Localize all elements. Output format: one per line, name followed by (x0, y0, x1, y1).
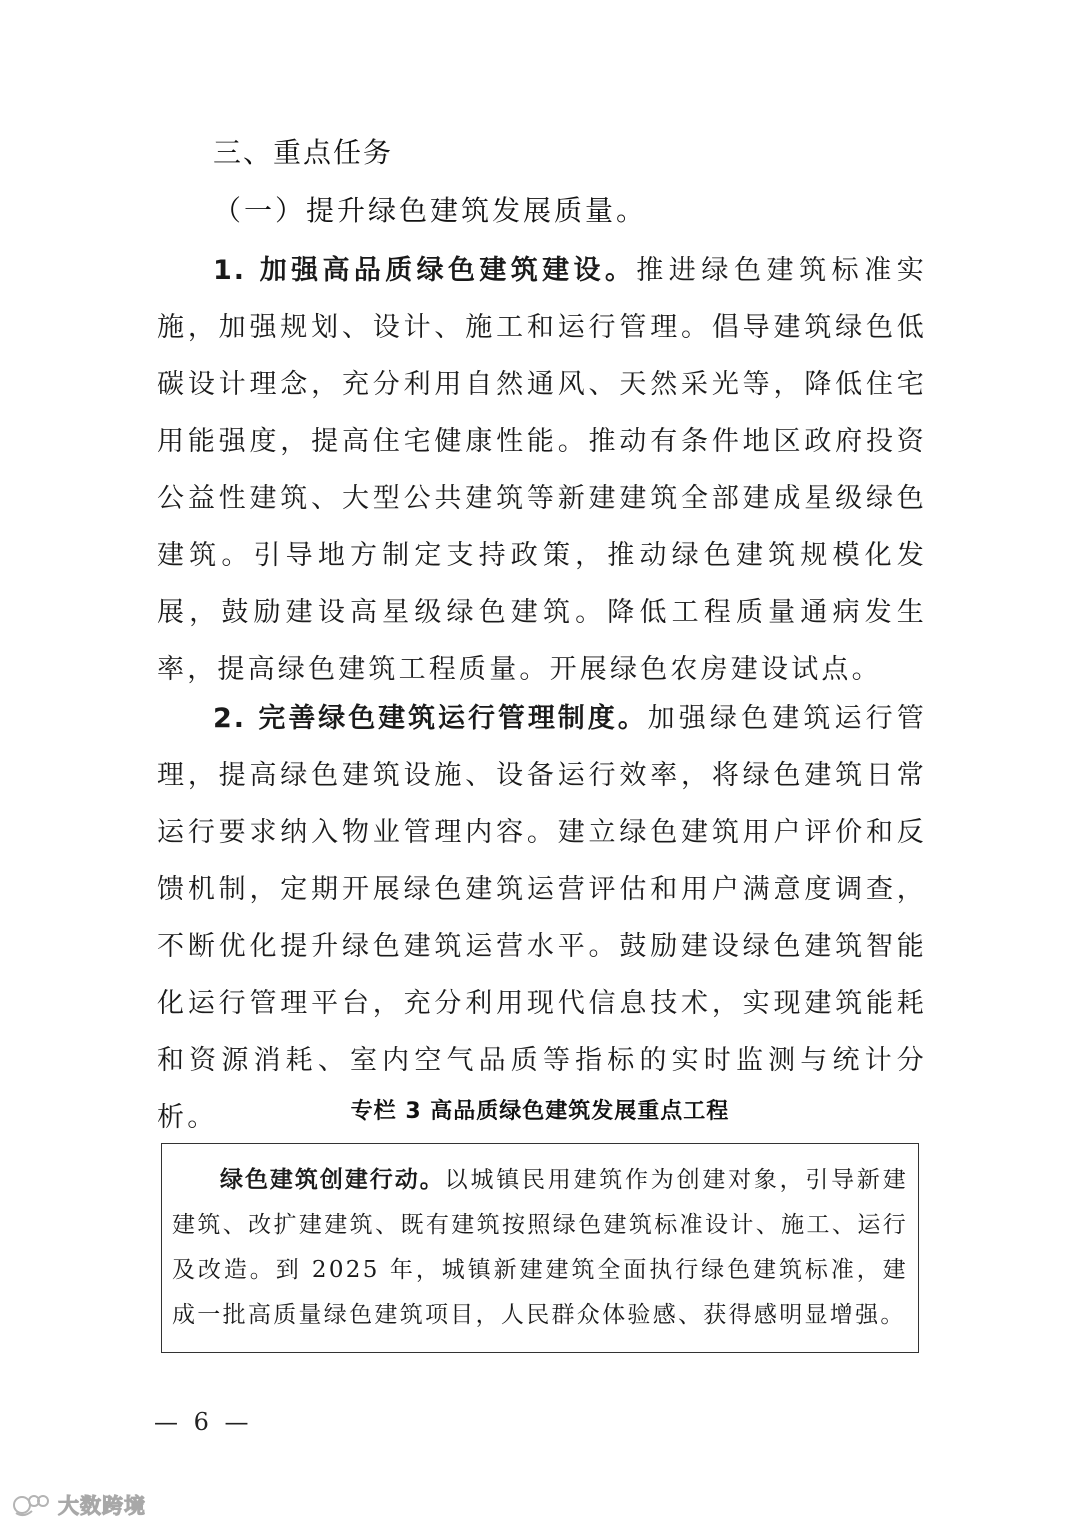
page-number: — 6 — (154, 1408, 253, 1436)
section-subheading: （一）提升绿色建筑发展质量。 (213, 194, 648, 227)
section-heading: 三、重点任务 (213, 136, 394, 169)
watermark-text: 大数跨境 (58, 1494, 146, 1518)
column-box-title: 专栏 3 高品质绿色建筑发展重点工程 (350, 1099, 730, 1124)
paragraph-1 (157, 242, 927, 698)
column-box-text (172, 1158, 908, 1338)
column-box (161, 1143, 919, 1353)
column-box-lead: 绿色建筑创建行动。 (220, 1167, 445, 1193)
paragraph-1-body: 推进绿色建筑标准实施，加强规划、设计、施工和运行管理。倡导建筑绿色低碳设计理念，充分利用自然通风、天然采光等，降低住宅用能强度，提高住宅健康性能。推动有条件地区政府投资公益性建筑、大型公共建筑等新建建筑全部建成星级绿色建筑。引导地方制定支持政策，推动绿色建筑规模化发展，鼓励建设高星级绿色建筑。降低工程质量通病发生率，提高绿色建筑工程质量。开展绿色农房建设试点。 (157, 255, 927, 685)
paragraph-2-lead: 2. 完善绿色建筑运行管理制度。 (213, 703, 648, 734)
paragraph-1-lead: 1. 加强高品质绿色建筑建设。 (213, 255, 637, 286)
watermark (12, 1490, 146, 1520)
column-box-body: 以城镇民用建筑作为创建对象，引导新建建筑、改扩建建筑、既有建筑按照绿色建筑标准设计、施工、运行及改造。到 2025 年，城镇新建建筑全面执行绿色建筑标准，建成一批高质量绿色建筑项目，人民群众体验感、获得感明显增强。 (172, 1167, 908, 1328)
paragraph-2 (157, 690, 927, 1146)
brand-logo-icon (12, 1492, 52, 1518)
paragraph-2-body: 加强绿色建筑运行管理，提高绿色建筑设施、设备运行效率，将绿色建筑日常运行要求纳入物业管理内容。建立绿色建筑用户评价和反馈机制，定期开展绿色建筑运营评估和用户满意度调查，不断优化提升绿色建筑运营水平。鼓励建设绿色建筑智能化运行管理平台，充分利用现代信息技术，实现建筑能耗和资源消耗、室内空气品质等指标的实时监测与统计分析。 (157, 703, 927, 1133)
